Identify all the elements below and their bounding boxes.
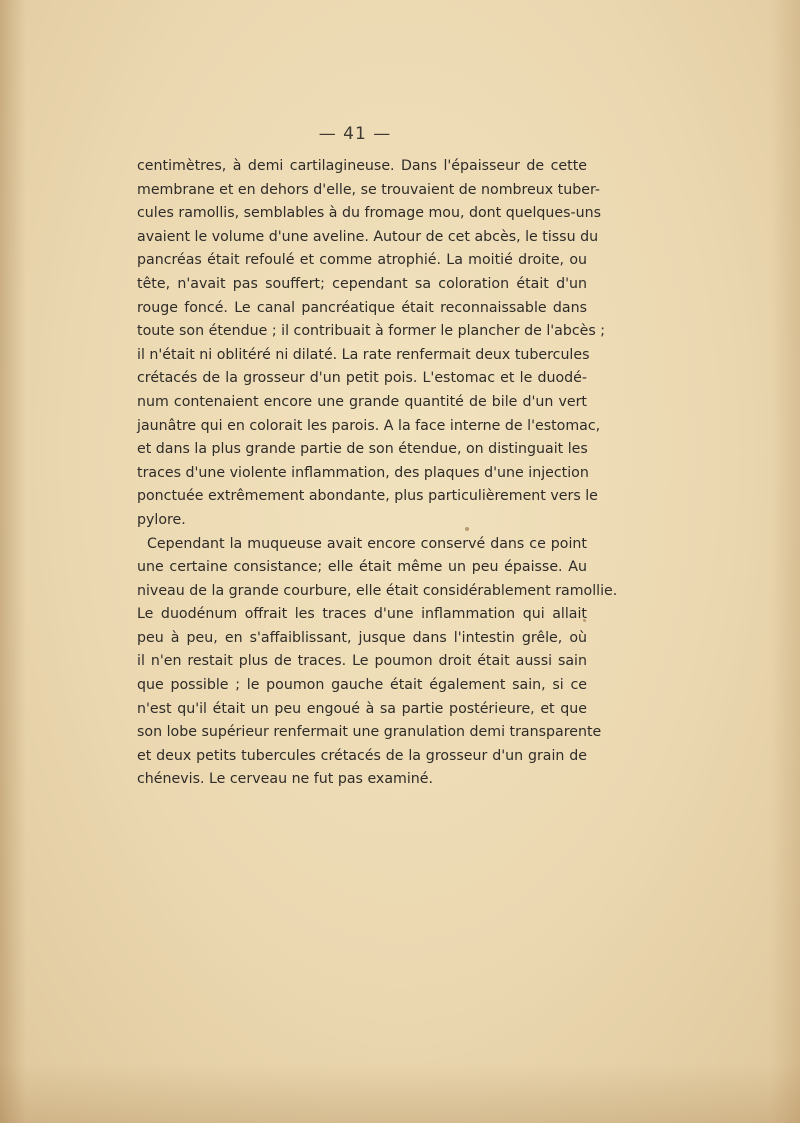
text-line: centimètres, à demi cartilagineuse. Dans l'épaisseur de cette [137,158,587,174]
text-line: traces d'une violente inflammation, des plaques d'une injection [137,464,589,481]
page-edge-shadow-bottom [0,1063,800,1123]
text-line: cules ramollis, semblables à du fromage mou, dont quelques-uns [137,205,601,222]
text-line: ponctuée extrêmement abondante, plus particulièrement vers le [137,488,598,505]
text-line: pancréas était refoulé et comme atrophié. La moitié droite, ou [137,252,587,269]
text-line: jaunâtre qui en colorait les parois. A la face interne de l'estomac, [137,417,601,434]
page-number: — 41 — [318,124,392,144]
paragraph-1 [137,155,606,533]
text-line: avaient le volume d'une aveline. Autour de cet abcès, le tissu du [137,228,599,245]
text-line: Le duodénum offrait les traces d'une inflammation qui allait [137,606,587,623]
text-line: son lobe supérieur renfermait une granulation demi transparente [137,724,602,741]
text-line: tête, n'avait pas souffert; cependant sa coloration était d'un [137,275,587,292]
text-line: Cependant la muqueuse avait encore conservé dans ce point [147,535,587,552]
text-line: chénevis. Le cerveau ne fut pas examiné. [137,771,434,788]
text-line: pylore. [137,511,186,528]
text-line: peu à peu, en s'affaiblissant, jusque dans l'intestin grêle, où [137,629,587,646]
body-text [137,155,618,792]
text-line: toute son étendue ; il contribuait à former le plancher de l'abcès ; [137,323,606,340]
text-line: niveau de la grande courbure, elle était considérablement ramollie. [137,582,618,599]
text-line: rouge foncé. Le canal pancréatique était reconnaissable dans [137,299,587,316]
text-line: il n'était ni oblitéré ni dilaté. La rate renfermait deux tubercules [137,346,590,363]
paragraph-2 [137,533,618,793]
text-line: n'est qu'il était un peu engoué à sa partie postérieure, et que [137,700,587,717]
text-line: et deux petits tubercules crétacés de la grosseur d'un grain de [137,747,587,764]
text-line: il n'en restait plus de traces. Le poumon droit était aussi sain [137,653,587,670]
text-line: crétacés de la grosseur d'un petit pois. L'estomac et le duodé- [137,370,587,387]
text-line: que possible ; le poumon gauche était également sain, si ce [137,677,587,694]
text-line: une certaine consistance; elle était même un peu épaisse. Au [137,559,587,576]
text-line: num contenaient encore une grande quantité de bile d'un vert [137,393,587,410]
text-line: membrane et en dehors d'elle, se trouvaient de nombreux tuber- [137,181,601,198]
page-edge-shadow-left [0,0,26,1123]
page-edge-shadow-right [770,0,800,1123]
text-line: et dans la plus grande partie de son étendue, on distinguait les [137,441,588,458]
